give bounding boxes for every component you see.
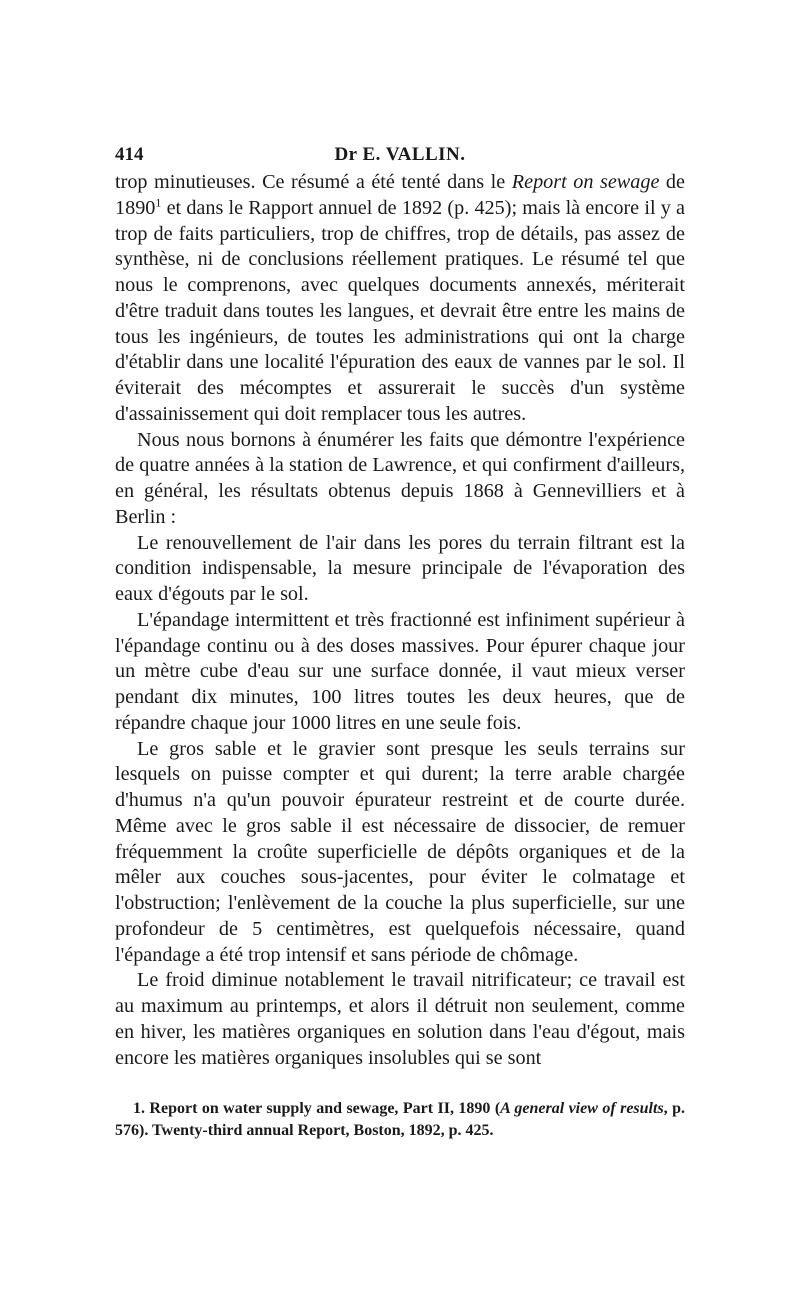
paragraph-1-part-a: trop minutieuses. Ce résumé a été tenté dans le (115, 171, 512, 193)
paragraph-4: L'épandage intermittent et très fractionné est infiniment supérieur à l'épandage continu ou à des doses massives. Pour épurer chaque jour un mètre cube d'eau sur une surface donnée, il vaut mieux verser pendant dix minutes, 100 litres toutes les deux heures, que de répandre chaque jour 1000 litres en une seule fois. (115, 608, 685, 734)
paragraph-1-part-c: de 1890 (115, 171, 685, 219)
paragraph-6: Le froid diminue notablement le travail nitrificateur; ce travail est au maximum au printemps, et alors il détruit non seulement, comme en hiver, les matières organiques en solution dans l'eau d'égout, mais encore les matières organiques insolubles qui se sont (115, 969, 685, 1069)
page-header (115, 140, 685, 170)
body-text (115, 170, 685, 1071)
paragraph-5: Le gros sable et le gravier sont presque les seuls terrains sur lesquels on puisse compter et qui durent; la terre arable chargée d'humus n'a qu'un pouvoir épurateur restreint et de courte durée. Même avec le gros sable il est nécessaire de dissocier, de remuer fréquemment la croûte superficielle de dépôts organiques et de la mêler aux couches sous-jacentes, pour éviter le colmatage et l'obstruction; l'enlèvement de la couche la plus superficielle, sur une profondeur de 5 centimètres, est quelquefois nécessaire, quand l'épandage a été trop intensif et sans période de chômage. (115, 737, 685, 966)
footnote-ref: 1 (155, 195, 162, 210)
report-title: Report on sewage (511, 171, 660, 193)
page-number: 414 (115, 144, 144, 165)
paragraph-2: Nous nous bornons à énumérer les faits que démontre l'expérience de quatre années à la station de Lawrence, et qui confirment d'ailleurs, en général, les résultats obtenus depuis 1868 à Gennevilliers et à Berlin : (115, 428, 685, 528)
paragraph-1 (115, 170, 685, 428)
footnote (115, 1098, 685, 1142)
running-head: Dr E. VALLIN. (334, 144, 466, 165)
footnote-part-c: , p. 576). Twenty-third annual Report, Boston, 1892, p. 425. (115, 1100, 686, 1139)
footnote-italic-title: A general view of results (500, 1100, 664, 1117)
footnote-part-a: 1. Report on water supply and sewage, Part II, 1890 ( (133, 1100, 501, 1117)
paragraph-3: Le renouvellement de l'air dans les pores du terrain filtrant est la condition indispensable, la mesure principale de l'évaporation des eaux d'égouts par le sol. (115, 531, 685, 605)
paragraph-1-part-d: et dans le Rapport annuel de 1892 (p. 425); mais là encore il y a trop de faits particuliers, trop de chiffres, trop de détails, pas assez de synthèse, ni de conclusions réellement pratiques. Le résumé tel que nous le comprenons, avec quelques documents annexés, mériterait d'être traduit dans toutes les langues, et devrait être entre les mains de tous les ingénieurs, de toutes les administrations qui ont la charge d'établir dans une localité l'épuration des eaux de vannes par le sol. Il éviterait des mécomptes et assurerait le succès d'un système d'assainissement qui doit remplacer tous les autres. (115, 196, 685, 425)
footnote-text (115, 1098, 685, 1142)
